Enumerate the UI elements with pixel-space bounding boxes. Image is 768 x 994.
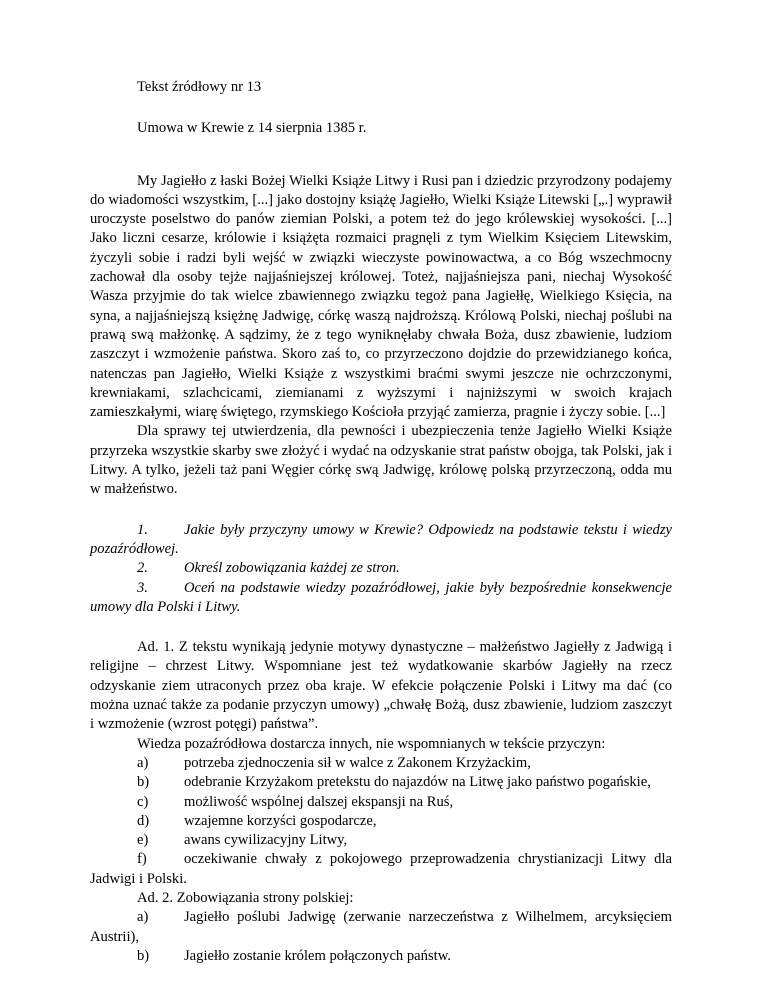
list-item xyxy=(90,831,672,850)
list-text: Jagiełło poślubi Jadwigę (zerwanie narzeczeństwa z Wilhelmem, arcyksięciem Austrii), xyxy=(90,909,672,945)
list-text: potrzeba zjednoczenia sił w walce z Zakonem Krzyżackim, xyxy=(184,754,531,771)
list-item xyxy=(90,773,672,792)
document-title: Tekst źródłowy nr 13 xyxy=(137,79,262,95)
list-item xyxy=(90,754,672,773)
list-text: Jagiełło zostanie królem połączonych państw. xyxy=(184,947,451,964)
question-1 xyxy=(90,521,672,560)
list-item xyxy=(90,947,672,966)
list-item xyxy=(90,812,672,831)
answer-1-knowledge-intro: Wiedza pozaźródłowa dostarcza innych, nie wspomnianych w tekście przyczyn: xyxy=(137,735,606,752)
question-text: Jakie były przyczyny umowy w Krewie? Odpowiedz na podstawie tekstu i wiedzy pozaźródłowej. xyxy=(90,521,672,557)
list-label: a) xyxy=(137,909,149,926)
list-text: oczekiwanie chwały z pokojowego przeprowadzenia chrystianizacji Litwy dla Jadwigi i Polski. xyxy=(90,851,672,887)
answer-2-heading: Ad. 2. Zobowiązania strony polskiej: xyxy=(137,889,354,906)
list-label: b) xyxy=(137,947,150,964)
source-paragraph-2: Dla sprawy tej utwierdzenia, dla pewności i ubezpieczenia tenże Jagiełło Wielki Książe przyrzeka wszystkie skarby swe złożyć i wydać na odzyskanie strat państw obojga, tak Polski, jak i Litwy. A tylko, jeżeli taż pani Węgier córkę swą Jadwigę, królowę polską przyrzeczoną, odda mu w małżeństwo. xyxy=(90,423,672,498)
list-item xyxy=(90,908,672,947)
question-number: 2. xyxy=(137,560,148,577)
question-text: Określ zobowiązania każdej ze stron. xyxy=(184,560,400,577)
question-3 xyxy=(90,579,672,618)
document-subtitle: Umowa w Krewie z 14 sierpnia 1385 r. xyxy=(137,120,367,137)
answer-1-paragraph: Ad. 1. Z tekstu wynikają jedynie motywy dynastyczne – małżeństwo Jagiełły z Jadwigą i religijne – chrzest Litwy. Wspomniane jest też wydatkowanie skarbów Jagiełły na rzecz odzyskanie ziem utraconych przez oba kraje. W efekcie połączenie Polski i Litwy ma dać (co można uznać także za podanie przyczyn umowy) „chwałę Bożą, dusz zbawienie, ludziom zaszczyt i wzmożenie (wzrost potęgi) państwa”. xyxy=(90,639,672,733)
list-text: awans cywilizacyjny Litwy, xyxy=(184,832,348,849)
list-item xyxy=(90,850,672,889)
list-text: odebranie Krzyżakom pretekstu do najazdów na Litwę jako państwo pogańskie, xyxy=(184,774,651,791)
source-paragraph-1: My Jagiełło z łaski Bożej Wielki Książe Litwy i Rusi pan i dziedzic przyrodzony podajemy do wiadomości wszystkim, [...] jako dostojny książę Jagiełło, Wielki Książe Litewski [„.] wyprawił uroczyste poselstwo do panów ziemian Polski, a potem też do jego królewskiej wysokości. [...] Jako liczni cesarze, królowie i książęta rozmaici pragnęli z tym Wielkim Księciem Litewskim, życzyli sobie i radzi byli wejść w związki wieczyste powinowactwa, a co Bóg wszechmocny zachował dla osoby tejże najjaśniejszej królowej. Toteż, najjaśniejsza pani, niechaj Wysokość Wasza przyjmie do tak wielce zbawiennego związku tegoż pana Jagiełłę, Wielkiego Księcia, na syna, a najjaśniejszą księżnę Jadwigę, córkę waszą najdroższą. Królową Polski, niechaj poślubi na prawą swą małżonkę. A sądzimy, że z tego wyniknęłaby chwała Boża, dusz zbawienie, ludziom zaszczyt i wzmożenie państwa. Skoro zaś to, co przyrzeczono dojdzie do przewidzianego końca, natenczas pan Jagiełło, Wielki Książe z wszystkimi braćmi swymi jeszcze nie ochrzczonymi, krewniakami, szlachcicami, ziemianami z wyższymi i najniższymi w swoich krajach zamieszkałymi, wiarę świętego, rzymskiego Kościoła przyjąć zamierza, pragnie i życzy sobie. [...] xyxy=(90,172,672,421)
document-page xyxy=(90,78,672,966)
list-item xyxy=(90,793,672,812)
list-label: c) xyxy=(137,793,149,810)
question-text: Oceń na podstawie wiedzy pozaźródłowej, jakie były bezpośrednie konsekwencje umowy dla Polski i Litwy. xyxy=(90,579,672,615)
list-text: wzajemne korzyści gospodarcze, xyxy=(184,812,377,829)
list-label: e) xyxy=(137,832,149,849)
question-number: 3. xyxy=(137,579,148,596)
list-label: d) xyxy=(137,812,150,829)
list-label: b) xyxy=(137,774,150,791)
list-label: f) xyxy=(137,851,147,868)
list-text: możliwość wspólnej dalszej ekspansji na Ruś, xyxy=(184,793,454,810)
question-2 xyxy=(90,559,672,578)
list-label: a) xyxy=(137,754,149,771)
question-number: 1. xyxy=(137,521,148,538)
